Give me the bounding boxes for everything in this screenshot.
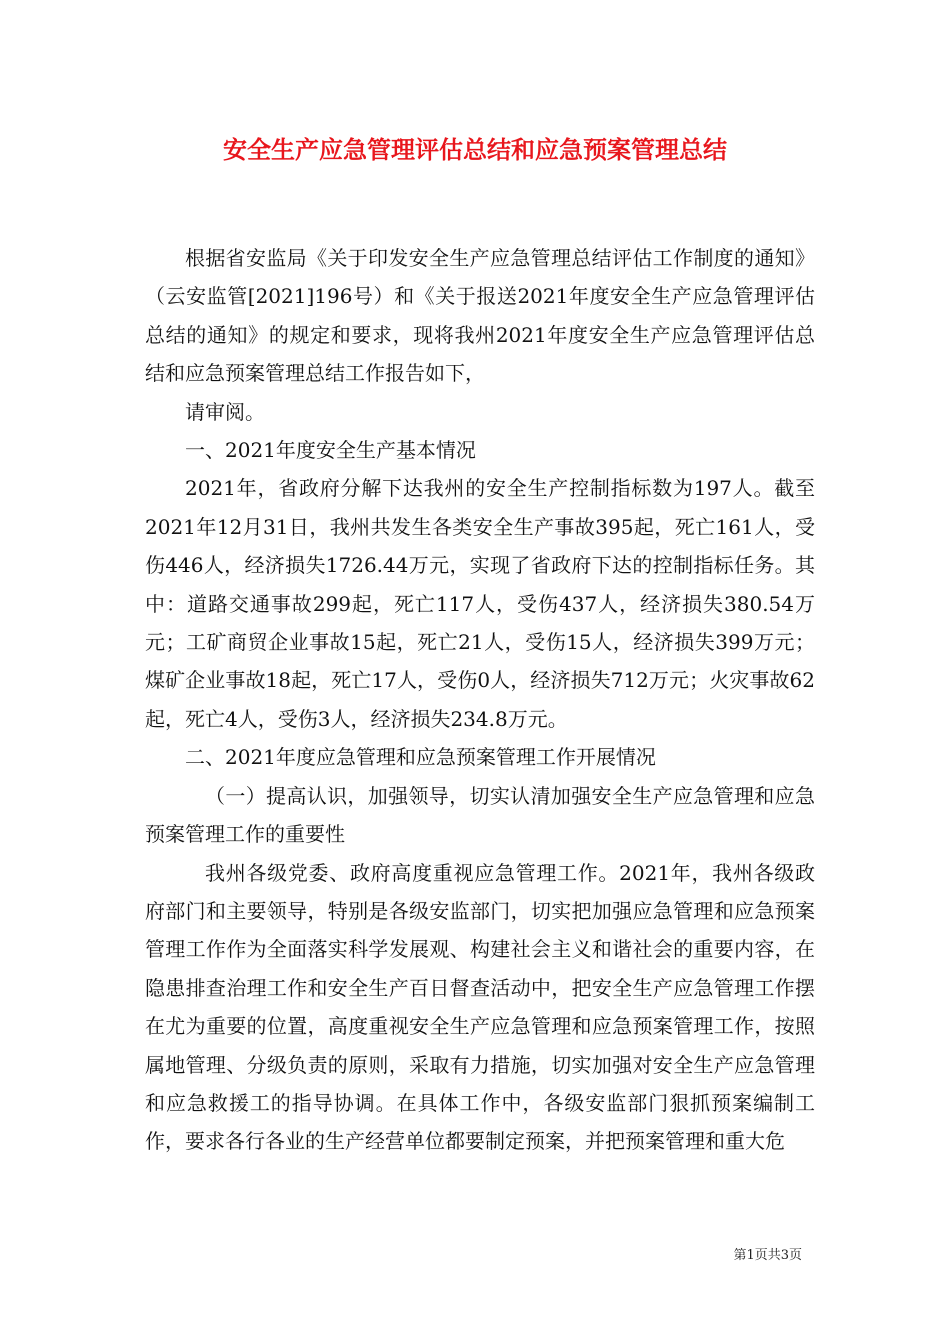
section-heading-1: 一、2021年度安全生产基本情况 [185,438,476,463]
intro-paragraph: 根据省安监局《关于印发安全生产应急管理总结评估工作制度的通知》（云安监管[2021]196号）和《关于报送2021年度安全生产应急管理评估总结的通知》的规定和要求，现将我州2021年度安全生产应急管理评估总结和应急预案管理总结工作报告如下， [145,246,815,386]
document-title: 安全生产应急管理评估总结和应急预案管理总结 [223,135,727,164]
section-heading-2: 二、2021年度应急管理和应急预案管理工作开展情况 [185,745,656,770]
work-description-paragraph: 我州各级党委、政府高度重视应急管理工作。2021年，我州各级政府部门和主要领导，特别是各级安监部门，切实把加强应急管理和应急预案管理工作作为全面落实科学发展观、构建社会主义和谐社会的重要内容，在隐患排查治理工作和安全生产百日督查活动中，把安全生产应急管理工作摆在尤为重要的位置，高度重视安全生产应急管理和应急预案管理工作，按照属地管理、分级负责的原则，采取有力措施，切实加强对安全生产应急管理和应急救援工的指导协调。在具体工作中，各级安监部门狠抓预案编制工作，要求各行各业的生产经营单位都要制定预案，并把预案管理和重大危 [145,860,815,1154]
page-indicator: 第1页共3页 [733,1248,802,1263]
review-request-paragraph: 请审阅。 [185,399,265,424]
statistics-paragraph: 2021年，省政府分解下达我州的安全生产控制指标数为197人。截至2021年12月31日，我州共发生各类安全生产事故395起，死亡161人，受伤446人，经济损失1726.44万元，实现了省政府下达的控制指标任务。其中：道路交通事故299起，死亡117人，受伤437人，经济损失380.54万元；工矿商贸企业事故15起，死亡21人，受伤15人，经济损失399万元；煤矿企业事故18起，死亡17人，受伤0人，经济损失712万元；火灾事故62起，死亡4人，受伤3人，经济损失234.8万元。 [145,476,815,731]
document-body [145,239,815,1161]
subsection-heading-1: （一）提高认识，加强领导，切实认清加强安全生产应急管理和应急预案管理工作的重要性 [145,783,815,847]
